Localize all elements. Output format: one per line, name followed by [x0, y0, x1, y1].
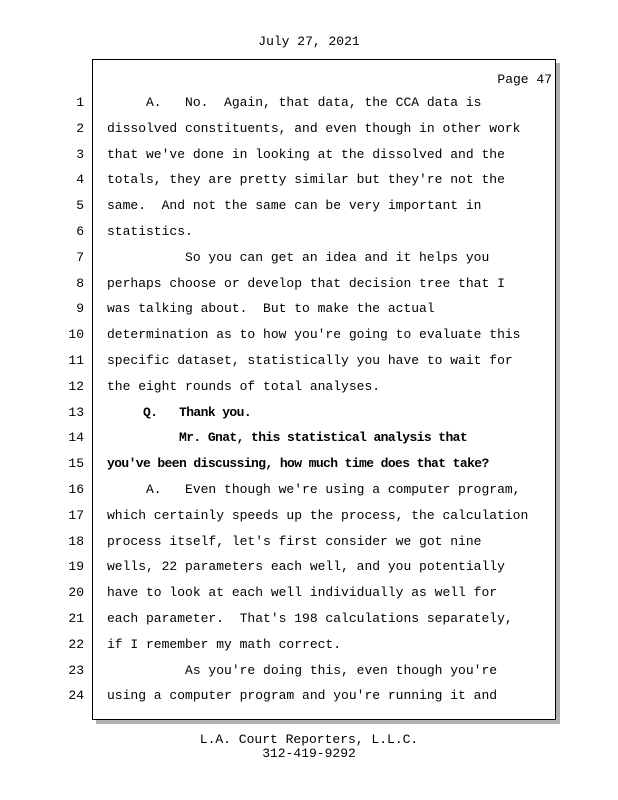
reporter-company: L.A. Court Reporters, L.L.C. [199, 732, 419, 747]
line-number: 13 [68, 404, 84, 420]
transcript-line-question: Q. Thank you. [107, 404, 252, 420]
line-number: 20 [68, 585, 84, 601]
line-number: 17 [68, 507, 84, 523]
line-number: 14 [68, 430, 84, 446]
line-number: 4 [76, 172, 84, 188]
transcript-line: dissolved constituents, and even though in other work [107, 120, 521, 136]
transcript-line: if I remember my math correct. [107, 636, 342, 652]
transcript-line: that we've done in looking at the dissolved and the [107, 146, 505, 162]
transcript-line: was talking about. But to make the actual [107, 301, 435, 317]
line-number: 16 [68, 482, 84, 497]
page-number: Page 47 [497, 72, 552, 87]
line-number: 2 [76, 120, 84, 136]
transcript-line: wells, 22 parameters each well, and you potentially [107, 559, 505, 575]
line-number: 10 [68, 327, 84, 343]
line-number: 23 [68, 662, 84, 678]
line-number: 9 [76, 301, 84, 317]
line-number: 11 [68, 353, 84, 368]
transcript-line: have to look at each well individually as well for [107, 585, 498, 601]
line-number: 21 [68, 611, 84, 626]
line-number: 22 [68, 636, 84, 652]
line-number: 6 [76, 224, 84, 239]
line-number: 15 [68, 456, 84, 472]
transcript-line: process itself, let's first consider we got nine [107, 533, 482, 549]
line-number: 5 [76, 198, 84, 214]
transcript-line: the eight rounds of total analyses. [107, 378, 381, 394]
transcript-line: A. No. Again, that data, the CCA data is [107, 95, 482, 110]
transcript-line-question: you've been discussing, how much time does that take? [107, 456, 489, 472]
transcript-line: which certainly speeds up the process, the calculation [107, 507, 529, 523]
line-number: 24 [68, 688, 84, 704]
line-number: 19 [68, 559, 84, 575]
transcript-line: A. Even though we're using a computer program, [107, 482, 521, 497]
transcript-line: perhaps choose or develop that decision tree that I [107, 275, 505, 291]
transcript-date-header: July 27, 2021 [258, 34, 360, 49]
transcript-line: As you're doing this, even though you're [107, 662, 498, 678]
transcript-line: totals, they are pretty similar but they're not the [107, 172, 505, 188]
line-number: 12 [68, 378, 84, 394]
line-number: 8 [76, 275, 84, 291]
transcript-line: So you can get an idea and it helps you [107, 249, 490, 265]
transcript-line-question: Mr. Gnat, this statistical analysis that [107, 430, 468, 446]
line-number: 7 [76, 249, 84, 265]
transcript-line: statistics. [107, 224, 193, 239]
transcript-line: using a computer program and you're running it and [107, 688, 498, 704]
transcript-line: specific dataset, statistically you have to wait for [107, 353, 513, 368]
reporter-footer [0, 733, 618, 761]
reporter-phone: 312-419-9292 [262, 746, 356, 761]
transcript-line: determination as to how you're going to evaluate this [107, 327, 521, 343]
line-number: 3 [76, 146, 84, 162]
line-number: 18 [68, 533, 84, 549]
transcript-line: same. And not the same can be very important in [107, 198, 482, 214]
transcript-line: each parameter. That's 198 calculations separately, [107, 611, 513, 626]
line-number: 1 [76, 95, 84, 110]
